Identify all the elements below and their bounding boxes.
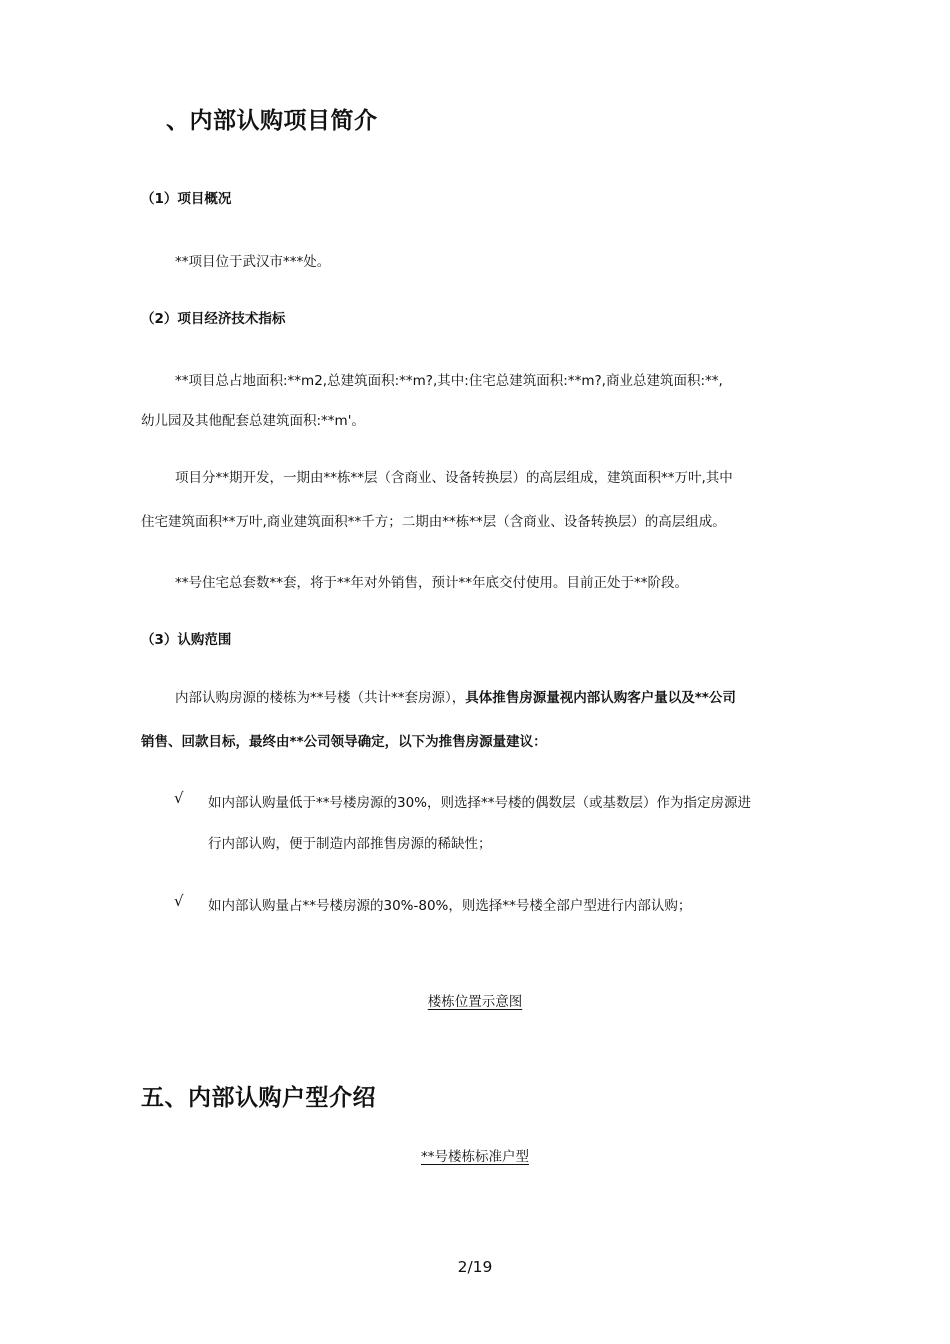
scope-normal-text: 内部认购房源的楼栋为**号楼（共计**套房源）， — [175, 690, 466, 706]
paragraph-sales-schedule: **号住宅总套数**套，将于**年对外销售，预计**年底交付使用。目前正处于**阶段。 — [175, 575, 688, 591]
figure-caption-standard-unit: **号楼栋标准户型 — [421, 1149, 529, 1165]
scope-bold-text: 具体推售房源量视内部认购客户量以及**公司 — [465, 690, 736, 706]
paragraph-scope-line-2: 销售、回款目标，最终由**公司领导确定，以下为推售房源量建议： — [141, 734, 547, 750]
page-number: 2/19 — [457, 1258, 493, 1276]
paragraph-phases-line-1: 项目分**期开发，一期由**栋**层（含商业、设备转换层）的高层组成，建筑面积**万叶,其中 — [175, 470, 733, 486]
subheading-subscription-scope: （3）认购范围 — [141, 632, 232, 648]
figure-caption-building-location: 楼栋位置示意图 — [427, 994, 523, 1010]
paragraph-phases-line-2: 住宅建筑面积**万叶,商业建筑面积**千方；二期由**栋**层（含商业、设备转换层）的高层组成。 — [141, 514, 726, 530]
paragraph-area-line-1: **项目总占地面积:**m2,总建筑面积:**m?,其中:住宅总建筑面积:**m?,商业总建筑面积:**, — [175, 373, 723, 389]
paragraph-scope-line-1 — [175, 686, 736, 706]
paragraph-project-location: **项目位于武汉市***处。 — [175, 254, 331, 270]
bullet-1-checkmark: √ — [174, 789, 184, 807]
bullet-1-line-2: 行内部认购，便于制造内部推售房源的稀缺性； — [208, 836, 492, 852]
bullet-2-line-1: 如内部认购量占**号楼房源的30%-80%，则选择**号楼全部户型进行内部认购； — [208, 898, 692, 914]
section-4-title: 、内部认购项目简介 — [166, 108, 378, 134]
bullet-1-line-1: 如内部认购量低于**号楼房源的30%，则选择**号楼的偶数层（或基数层）作为指定房源进 — [208, 795, 752, 811]
subheading-technical-indicators: （2）项目经济技术指标 — [141, 311, 286, 327]
paragraph-area-line-2: 幼儿园及其他配套总建筑面积:**m'。 — [141, 413, 365, 429]
subheading-project-overview: （1）项目概况 — [141, 191, 232, 207]
section-5-title: 五、内部认购户型介绍 — [141, 1085, 376, 1111]
bullet-2-checkmark: √ — [174, 892, 184, 910]
